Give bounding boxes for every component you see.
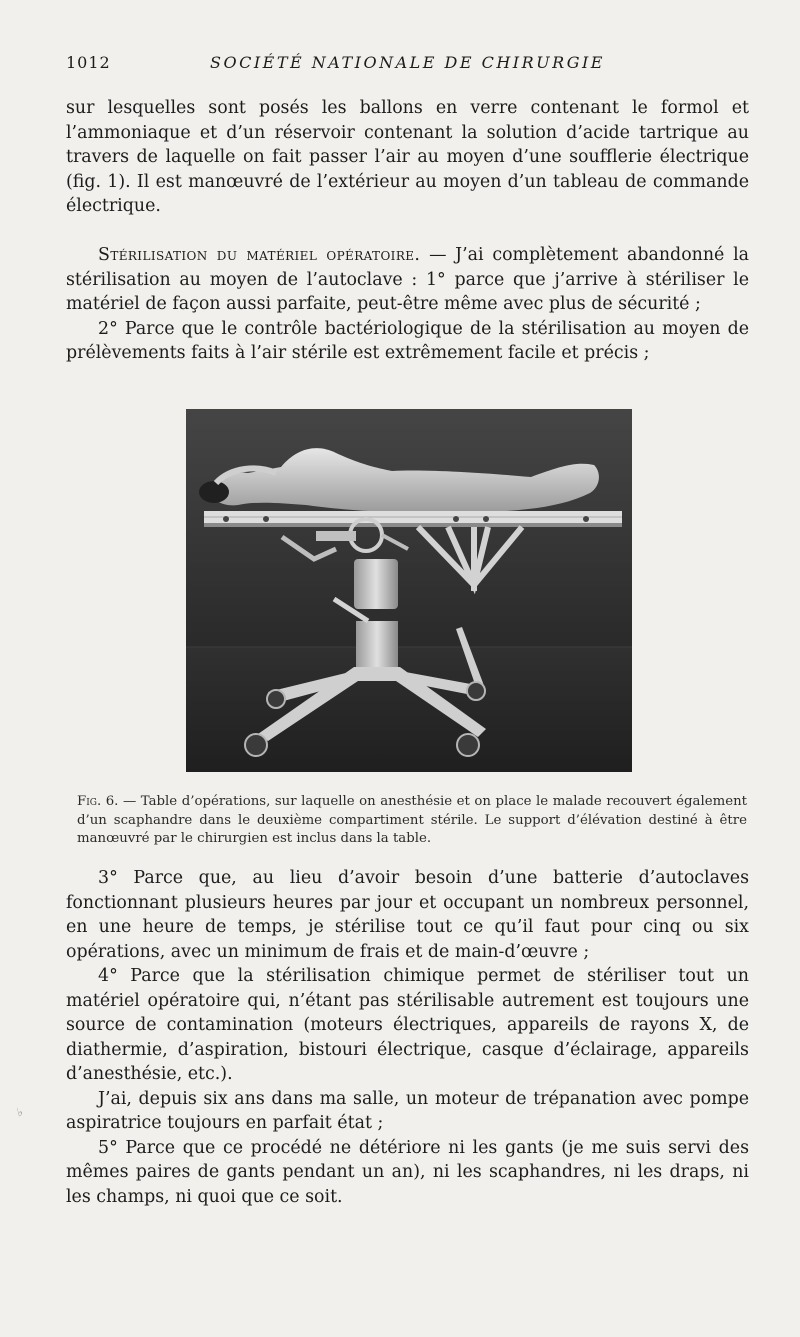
figure-caption-text: — Table d’opérations, sur laquelle on anesthésie et on place le malade recouvert également d’un scaphandre dans le deuxième compartiment stérile. Le support d’élévation destiné à être manœuvré par le chirurgien est inclus dans la table. [77,794,747,846]
patient-head [199,481,229,503]
figure-caption [77,793,747,849]
operating-table-illustration [186,409,632,772]
top-paragraph: sur lesquelles sont posés les ballons en verre contenant le formol et l’ammoniaque et d’un réservoir contenant la solution d’acide tartrique au travers de laquelle on fait passer l’air au moyen d’une soufflerie électrique (fig. 1). Il est manœuvré de l’extérieur au moyen d’un tableau de commande électrique. [66,98,749,216]
operating-table-photograph [186,409,632,772]
stray-margin-mark: ♭ [15,1104,25,1120]
sterilisation-section [66,243,749,366]
page-number: 1012 [66,53,111,72]
point-2-paragraph: 2° Parce que le contrôle bactériologique de la stérilisation au moyen de prélèvements faits à l’air stérile est extrêmement facile et précis ; [66,318,749,363]
journal-title: SOCIÉTÉ NATIONALE DE CHIRURGIE [210,53,605,72]
paragraph-4: 4° Parce que la stérilisation chimique permet de stériliser tout un matériel opératoire qui, n’étant pas stérilisable autrement est toujours une source de contamination (moteurs électriques, appareils de rayons X, de diathermie, d’aspiration, bistouri électrique, casque d’éclairage, appareils d’anesthésie, etc.). [66,966,749,1084]
paragraph-3: 3° Parce que, au lieu d’avoir besoin d’une batterie d’autoclaves fonctionnant plusieurs heures par jour et occupant un nombreux personnel, en une heure de temps, je stérilise tout ce qu’il faut pour cinq ou six opérations, avec un minimum de frais et de main-d’œuvre ; [66,868,749,962]
section-heading: Stérilisation du matériel opératoire. [98,245,421,265]
paragraph-5: 5° Parce que ce procédé ne détériore ni les gants (je me suis servi des mêmes paires de gants pendant un an), ni les scaphandres, ni les draps, ni les champs, ni quoi que ce soit. [66,1137,749,1207]
top-paragraph-block [66,96,749,219]
section-intro: — J’ai complètement abandonné la stérilisation au moyen de l’autoclave : 1° parce que j’arrive à stériliser le matériel de façon aussi parfaite, peut-être même avec plus de sécurité ; [66,245,749,314]
sterilisation-paragraph [66,243,749,317]
running-head [66,53,749,75]
bottom-paragraphs [66,866,749,1209]
table-top [204,511,622,527]
figure-label: Fig. 6. [77,794,119,809]
paragraph-trepanation: J’ai, depuis six ans dans ma salle, un moteur de trépanation avec pompe aspiratrice toujours en parfait état ; [66,1088,749,1133]
